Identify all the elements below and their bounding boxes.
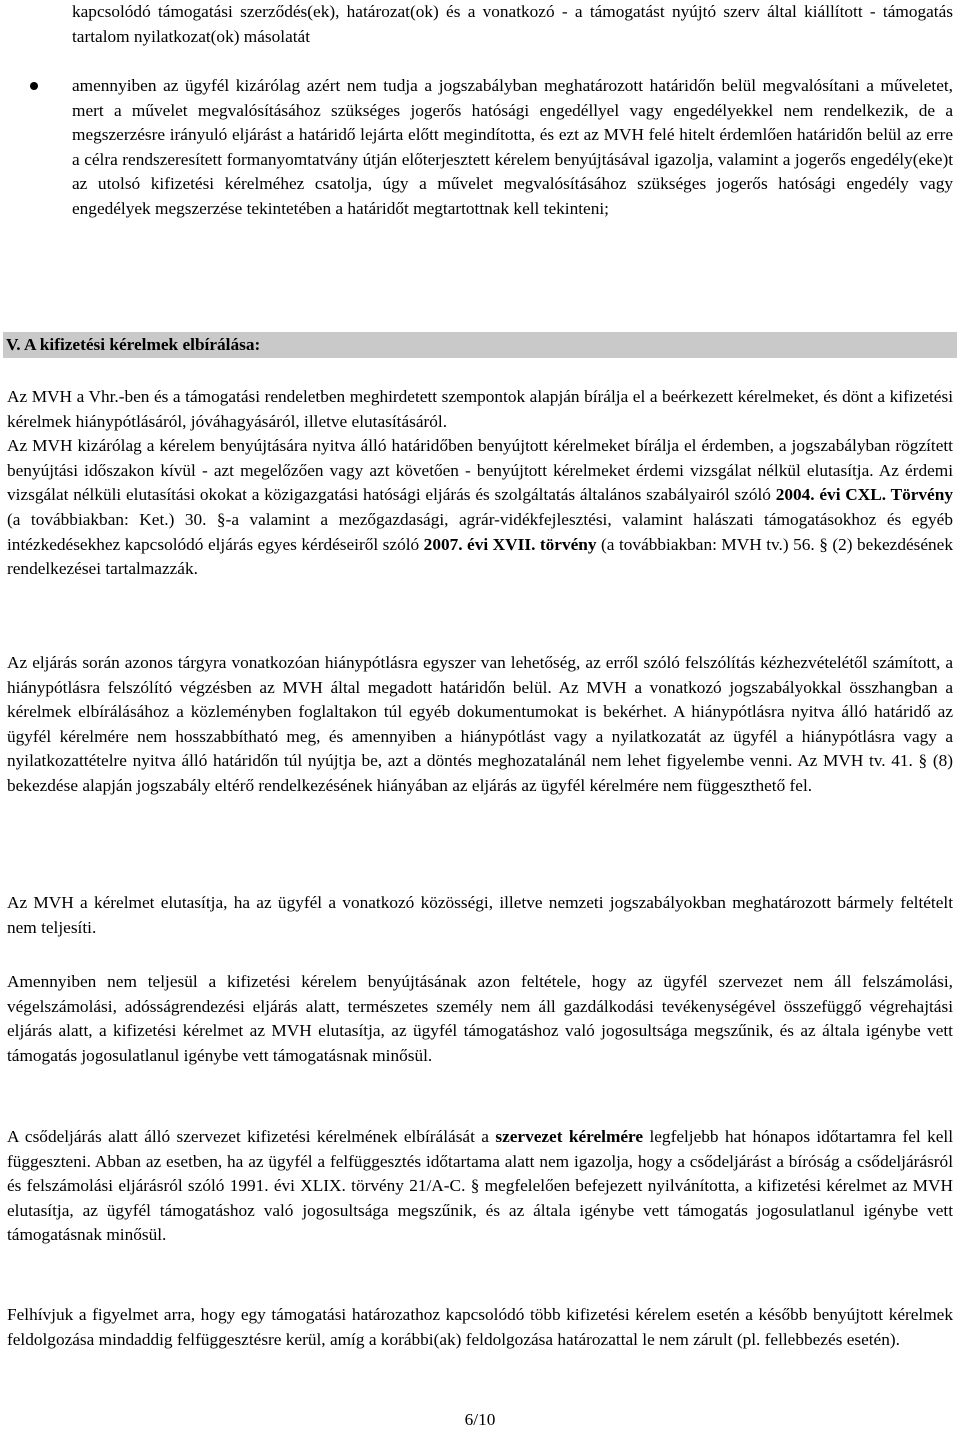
paragraph-rejection: Az MVH a kérelmet elutasítja, ha az ügyfél a vonatkozó közösségi, illetve nemzeti jogszabályokban meghatározott bármely feltételt nem teljesíti. xyxy=(7,893,953,937)
bullet-icon xyxy=(30,82,38,90)
paragraph-bankruptcy: A csődeljárás alatt álló szervezet kifizetési kérelmének elbírálását a szervezet kérelmére legfeljebb hat hónapos időtartamra fel kell függeszteni. Abban az esetben, ha az ügyfél a felfüggesztés időtartama alatt nem igazolja, hogy a csődeljárást a bíróság a csődeljárásról és felszámolási eljárásról szóló 1991. évi XLIX. törvény 21/A-C. § megfelelően befejezett nyilvánította, a kifizetési kérelmet az MVH elutasítja, az ügyfél támogatáshoz való jogosultsága megszűnik, és az általa igénybe vett támogatás jogosulatlanul igénybe vett támogatásnak minősül. xyxy=(7,1127,953,1245)
bullet-item-paragraph: amennyiben az ügyfél kizárólag azért nem tudja a jogszabályban meghatározott határidőn belül megvalósítani a műveletet, mert a művelet megvalósításához szükséges jogerős hatósági engedéllyel vagy engedélyekkel nem rendelkezik, de a megszerzésre irányuló eljárást a határidő lejárta előtt megindította, és ezt az MVH felé hitelt érdemlően határidőn belül az erre a célra rendszeresített formanyomtatvány útján előterjesztett kérelem benyújtásával igazolja, valamint a jogerős engedély(eke)t az utolsó kifizetési kérelméhez csatolja, úgy a művelet megvalósításához szükséges jogerős hatósági engedély vagy engedélyek megszerzése tekintetében a határidőt megtartottnak kell tekinteni; xyxy=(72,76,953,218)
top-fragment-paragraph: kapcsolódó támogatási szerződés(ek), határozat(ok) és a vonatkozó - a támogatást nyújtó szerv által kiállított - támogatás tartalom nyilatkozat(ok) másolatát xyxy=(72,2,953,46)
section-sign-icon: § xyxy=(470,1176,480,1196)
paragraph-insolvency: Amennyiben nem teljesül a kifizetési kérelem benyújtásának azon feltétele, hogy az ügyfél szervezet nem áll felszámolási, végelszámolási, adósságrendezési eljárás alatt, természetes személy nem áll gazdálkodási tevékenységével összefüggő végrehajtási eljárás alatt, a kifizetési kérelmet az MVH elutasítja, az ügyfél támogatáshoz való jogosultsága megszűnik, és az általa igénybe vett támogatás jogosulatlanul igénybe vett támogatásnak minősül. xyxy=(7,972,953,1065)
paragraph-evaluation: Az MVH a Vhr.-ben és a támogatási rendeletben meghirdetett szempontok alapján bírálja el a beérkezett kérelmeket, és dönt a kifizetési kérelmek hiánypótlásáról, jóváhagyásáról, illetve elutasításáról. Az MVH kizárólag a kérelem benyújtására nyitva álló határidőben benyújtott kérelmeket bírálja el érdemben, a jogszabályban rögzített benyújtási időszakon kívül - azt megelőzően vagy azt követően - benyújtott kérelmeket érdemi vizsgálat nélkül elutasítja. Az érdemi vizsgálat nélküli elutasítási okokat a közigazgatási hatósági eljárás és szolgáltatás általános szabályairól szóló 2004. évi CXL. Törvény (a továbbiakban: Ket.) 30. §-a valamint a mezőgazdasági, agrár-vidékfejlesztési, valamint halászati támogatásokhoz és egyéb intézkedésekhez kapcsolódó eljárás egyes kérdéseiről szóló 2007. évi XVII. törvény (a továbbiakban: MVH tv.) 56. § (2) bekezdésének rendelkezései tartalmazzák. xyxy=(7,387,953,579)
paragraph-deficiency: Az eljárás során azonos tárgyra vonatkozóan hiánypótlásra egyszer van lehetőség, az erről szóló felszólítás kézhezvételétől számított, a hiánypótlásra felszólító végzésben az MVH által megadott határidőn belül. Az MVH a vonatkozó jogszabályokkal összhangban a kérelmek elbírálásához a közleményben foglaltakon túl egyéb dokumentumokat is bekérhet. A hiánypótlásra nyitva álló határidő az ügyfél kérelmére nem hosszabbítható meg, és amennyiben a hiánypótlást vagy a nyilatkozatát az ügyfél a hiánypótlásra vagy a nyilatkozattételre nyitva álló határidőn túl nyújtja be, azt a döntés meghozatalánál nem lehet figyelembe venni. Az MVH tv. 41. § (8) bekezdése alapján jogszabály eltérő rendelkezésének hiányában az eljárás az ügyfél kérelmére nem függeszthető fel. xyxy=(7,653,953,795)
section-sign-icon: § xyxy=(216,509,226,529)
section-sign-icon: § xyxy=(819,534,828,554)
paragraph-evaluation-intro: Az MVH a Vhr.-ben és a támogatási rendeletben meghirdetett szempontok alapján bírálja el a beérkezett kérelmeket, és dönt a kifizetési kérelmek hiánypótlásáról, jóváhagyásáról, illetve elutasításáról. xyxy=(7,387,953,431)
section-sign-icon: § xyxy=(918,751,928,771)
paragraph-notice: Felhívjuk a figyelmet arra, hogy egy támogatási határozathoz kapcsolódó több kifizetési kérelem esetén a később benyújtott kérelmek feldolgozása mindaddig felfüggesztésre kerül, amíg a korábbi(ak) feldolgozása határozattal le nem zárult (pl. fellebbezés esetén). xyxy=(7,1305,953,1349)
section-heading: V. A kifizetési kérelmek elbírálása: xyxy=(6,335,261,354)
page-number: 6/10 xyxy=(464,1410,496,1429)
